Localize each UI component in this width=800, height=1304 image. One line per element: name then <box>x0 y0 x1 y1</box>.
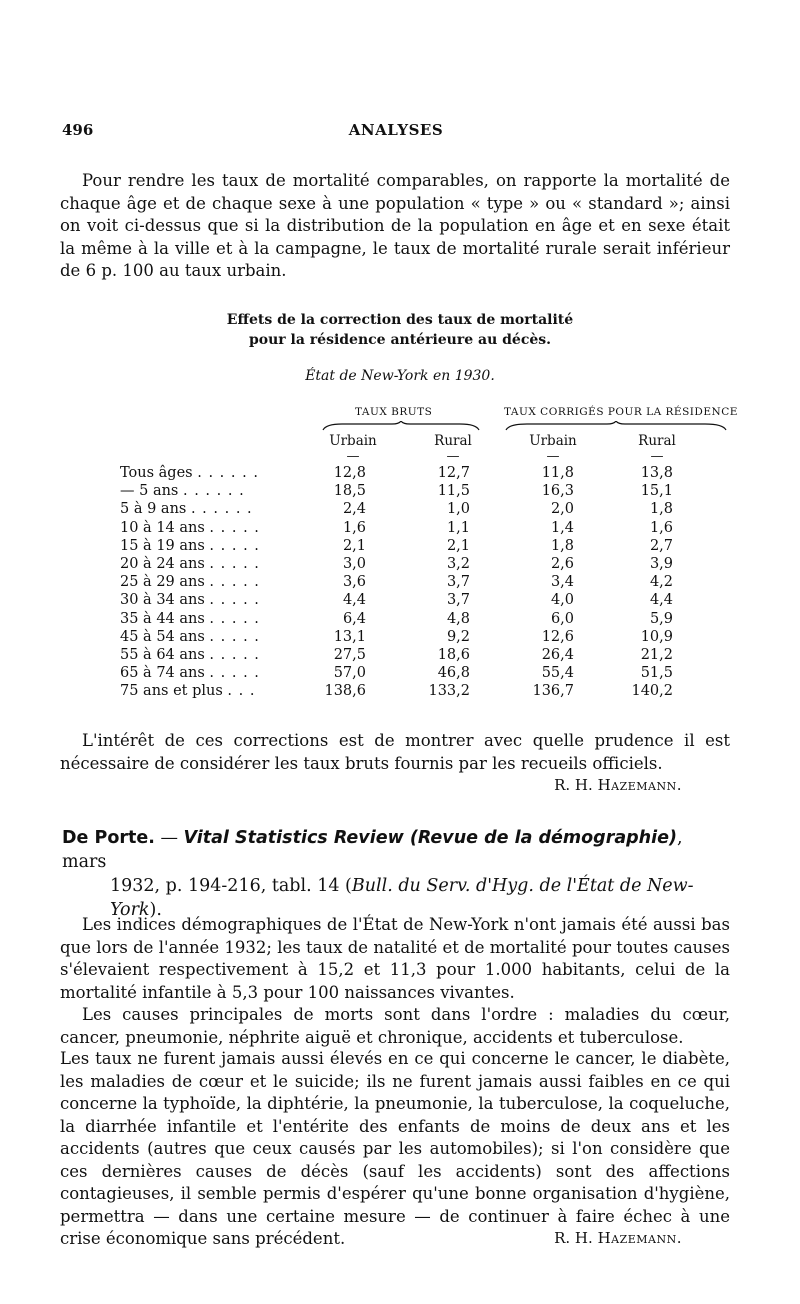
row-label: 25 à 29 ans . . . . . <box>120 574 260 591</box>
table-row <box>0 592 800 610</box>
entry-paragraph-2: Les causes principales de morts sont dans l'ordre : maladies du cœur, cancer, pneumonie, néphrite aiguë et chronique, accidents et tuberculose. <box>60 1005 730 1047</box>
table-row <box>0 538 800 556</box>
cell-cor-urban: 1,4 <box>550 519 574 536</box>
table-body <box>0 465 800 701</box>
cell-raw-rural: 1,0 <box>446 501 470 518</box>
signature: R. H. Hazemann. <box>554 776 682 794</box>
page-number: 496 <box>62 121 94 139</box>
row-label: 10 à 14 ans . . . . . <box>120 519 260 536</box>
cell-raw-rural: 3,2 <box>446 555 470 572</box>
col-header-cor-rural: Rural <box>638 433 676 449</box>
table-row <box>0 520 800 538</box>
row-label: 15 à 19 ans . . . . . <box>120 537 260 554</box>
cell-raw-rural: 12,7 <box>437 465 470 481</box>
entry-author: De Porte. <box>62 828 155 848</box>
entry-heading-line-2: 1932, p. 194-216, tabl. 14 (Bull. du Serv. d'Hyg. de l'État de New-York). <box>110 876 694 920</box>
row-label: 35 à 44 ans . . . . . <box>120 610 260 627</box>
cell-cor-urban: 1,8 <box>550 537 574 554</box>
table-caption <box>100 310 700 350</box>
cell-raw-rural: 4,8 <box>446 610 470 627</box>
table-row <box>0 665 800 683</box>
cell-raw-urban: 2,4 <box>342 501 366 518</box>
col-header-cor-urban: Urbain <box>529 433 577 449</box>
cell-raw-rural: 46,8 <box>437 665 470 682</box>
intro-paragraph: Pour rendre les taux de mortalité comparables, on rapporte la mortalité de chaque âge et de chaque sexe à une population « type » ou « standard »; ainsi on voit ci-dessus que si la distribution de la population en âge et en sexe était la même à la ville et à la campagne, le taux de mortalité rurale serait inférieur de 6 p. 100 au taux urbain. <box>60 171 730 280</box>
cell-raw-rural: 133,2 <box>428 683 470 700</box>
cell-raw-rural: 11,5 <box>437 483 470 500</box>
cell-raw-rural: 3,7 <box>446 592 470 609</box>
row-label: 65 à 74 ans . . . . . <box>120 665 260 682</box>
entry-heading <box>62 826 730 922</box>
page-header <box>62 121 730 141</box>
cell-cor-rural: 140,2 <box>631 683 673 700</box>
cell-raw-urban: 12,8 <box>333 465 366 481</box>
brace-raw <box>322 421 480 431</box>
cell-cor-urban: 26,4 <box>541 646 574 663</box>
table-row <box>0 611 800 629</box>
cell-cor-rural: 5,9 <box>649 610 673 627</box>
cell-cor-urban: 2,0 <box>550 501 574 518</box>
entry-paragraph-3: Les taux ne furent jamais aussi élevés en ce qui concerne le cancer, le diabète, les maladies de cœur et le suicide; ils ne furent jamais aussi faibles en ce qui concerne la typhoïde, la diphtérie, la pneumonie, la tuberculose, la coqueluche, la diarrhée infantile et l'entérite des enfants de moins de deux ans et les accidents (autres que ceux causés par les automobiles); si l'on considère que ces dernières causes de décès (sauf les accidents) sont des affections contagieuses, il semble permis d'espérer qu'une bonne organisation d'hygiène, permettra — dans une certaine mesure — de continuer à faire échec à une crise économique sans précédent. <box>60 1049 730 1248</box>
closing-paragraph: L'intérêt de ces corrections est de montrer avec quelle prudence il est nécessaire de considérer les taux bruts fournis par les recueils officiels. <box>60 731 730 773</box>
cell-cor-rural: 13,8 <box>640 465 673 481</box>
cell-cor-urban: 16,3 <box>541 483 574 500</box>
cell-raw-rural: 2,1 <box>446 537 470 554</box>
cell-cor-urban: 11,8 <box>541 465 574 481</box>
cell-cor-urban: 136,7 <box>532 683 574 700</box>
cell-raw-urban: 1,6 <box>342 519 366 536</box>
cell-raw-urban: 138,6 <box>324 683 366 700</box>
row-label: 55 à 64 ans . . . . . <box>120 646 260 663</box>
cell-cor-rural: 1,8 <box>649 501 673 518</box>
table-row <box>0 647 800 665</box>
cell-raw-urban: 2,1 <box>342 537 366 554</box>
cell-cor-rural: 15,1 <box>640 483 673 500</box>
col-dash: — <box>446 449 460 464</box>
cell-cor-rural: 3,9 <box>649 555 673 572</box>
cell-raw-urban: 57,0 <box>333 665 366 682</box>
cell-cor-urban: 6,0 <box>550 610 574 627</box>
cell-cor-rural: 51,5 <box>640 665 673 682</box>
group-header-raw: TAUX BRUTS <box>355 406 433 418</box>
col-dash: — <box>650 449 664 464</box>
table-row <box>0 483 800 501</box>
table-caption-line-2: pour la résidence antérieure au décès. <box>248 332 552 348</box>
running-head: ANALYSES <box>348 121 444 139</box>
cell-cor-rural: 4,2 <box>649 574 673 591</box>
row-label: 5 à 9 ans . . . . . . <box>120 501 253 518</box>
cell-raw-rural: 1,1 <box>446 519 470 536</box>
cell-raw-urban: 3,6 <box>342 574 366 591</box>
table-row <box>0 629 800 647</box>
col-header-raw-rural: Rural <box>434 433 472 449</box>
entry-heading-line-1: De Porte. — Vital Statistics Review (Revue de la démographie), mars <box>62 828 683 872</box>
cell-cor-urban: 3,4 <box>550 574 574 591</box>
table-row <box>0 683 800 701</box>
col-dash: — <box>346 449 360 464</box>
row-label: — 5 ans . . . . . . <box>120 483 245 500</box>
row-label: 30 à 34 ans . . . . . <box>120 592 260 609</box>
cell-cor-rural: 1,6 <box>649 519 673 536</box>
cell-cor-rural: 21,2 <box>640 646 673 663</box>
col-dash: — <box>546 449 560 464</box>
group-header-corrected: TAUX CORRIGÉS POUR LA RÉSIDENCE <box>504 406 738 418</box>
row-label: Tous âges . . . . . . <box>120 465 259 481</box>
cell-raw-urban: 4,4 <box>342 592 366 609</box>
cell-cor-urban: 12,6 <box>541 628 574 645</box>
table-row <box>0 501 800 519</box>
cell-raw-rural: 3,7 <box>446 574 470 591</box>
cell-raw-urban: 3,0 <box>342 555 366 572</box>
table-row <box>0 556 800 574</box>
cell-raw-rural: 9,2 <box>446 628 470 645</box>
journal-title: Vital Statistics Review (Revue de la démographie) <box>183 828 677 848</box>
cell-cor-rural: 2,7 <box>649 537 673 554</box>
table-subtitle: État de New-York en 1930. <box>305 368 495 384</box>
cell-cor-urban: 4,0 <box>550 592 574 609</box>
entry-paragraph-1: Les indices démographiques de l'État de New-York n'ont jamais été aussi bas que lors de l'année 1932; les taux de natalité et de mortalité pour toutes causes s'élevaient respectivement à 15,2 et 11,3 pour 1.000 habitants, celui de la mortalité infantile à 5,3 pour 100 naissances vivantes. <box>60 915 730 1002</box>
table-caption-line-1: Effets de la correction des taux de mortalité <box>226 312 574 328</box>
cell-raw-urban: 27,5 <box>333 646 366 663</box>
bulletin-ref: Bull. du Serv. d'Hyg. de l'État de New-York <box>110 876 694 920</box>
row-label: 20 à 24 ans . . . . . <box>120 555 260 572</box>
cell-cor-urban: 2,6 <box>550 555 574 572</box>
row-label: 75 ans et plus . . . <box>120 683 256 700</box>
cell-cor-urban: 55,4 <box>541 665 574 682</box>
table-row <box>0 465 800 483</box>
col-header-raw-urban: Urbain <box>329 433 377 449</box>
row-label: 45 à 54 ans . . . . . <box>120 628 260 645</box>
brace-corrected <box>505 421 727 431</box>
cell-raw-rural: 18,6 <box>437 646 470 663</box>
cell-raw-urban: 18,5 <box>333 483 366 500</box>
cell-raw-urban: 6,4 <box>342 610 366 627</box>
cell-cor-rural: 10,9 <box>640 628 673 645</box>
cell-cor-rural: 4,4 <box>649 592 673 609</box>
table-row <box>0 574 800 592</box>
cell-raw-urban: 13,1 <box>333 628 366 645</box>
entry-signature: R. H. Hazemann. <box>554 1229 682 1247</box>
